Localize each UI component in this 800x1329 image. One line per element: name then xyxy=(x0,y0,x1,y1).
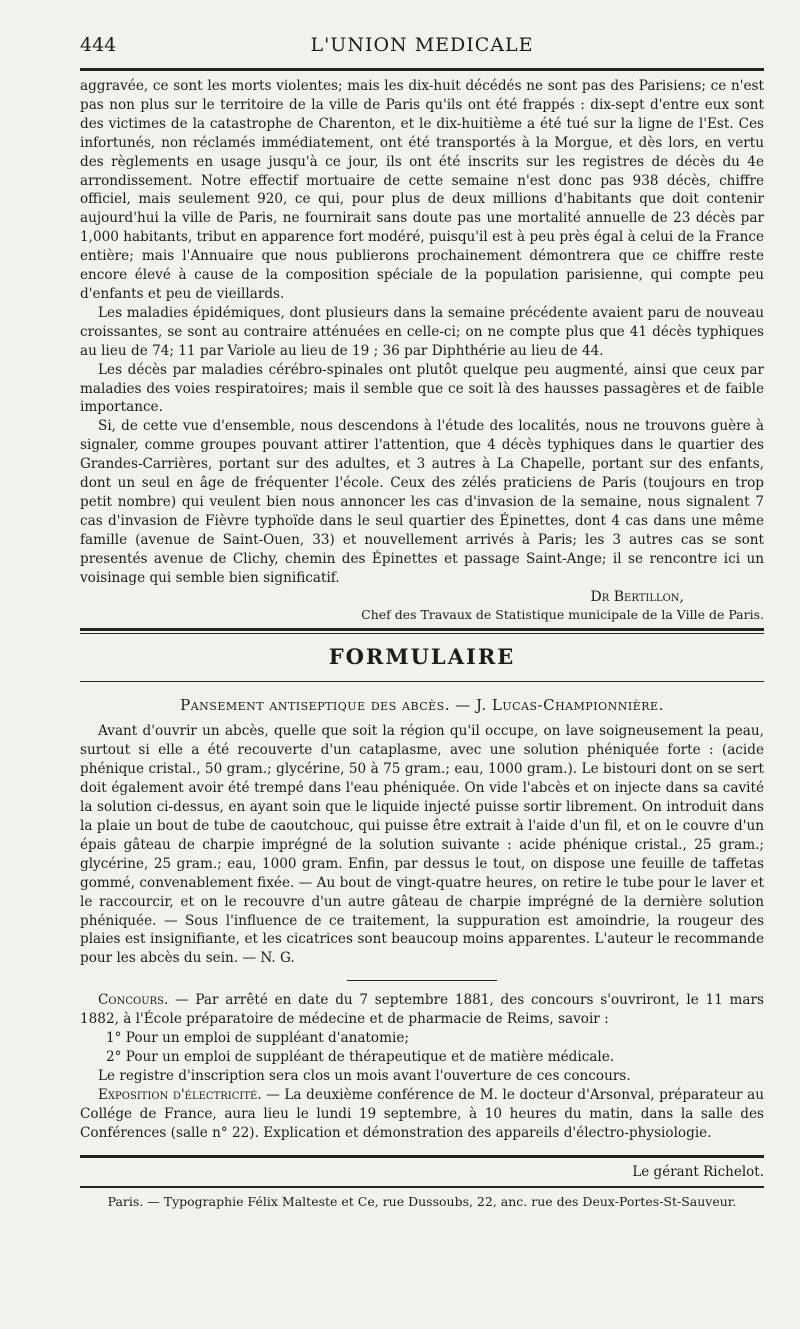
concours-item: 1° Pour un emploi de suppléant d'anatomie; xyxy=(106,1030,409,1047)
author-signature: Dr Bertillon, xyxy=(590,589,684,606)
stats-paragraph: Si, de cette vue d'ensemble, nous descendons à l'étude des localités, nous ne trouvons guère à signaler, comme groupes pouvant attirer l'attention, que 4 décès typhiques dans le quartier des Grandes-Carrières, portant sur des adultes, et 3 autres à La Chapelle, portant sur des enfants, dont un seul en âge de fréquenter l'école. Ceux des zélés praticiens de Paris (toujours en trop petit nombre) qui veulent bien nous annoncer les cas d'invasion de la semaine, nous signalent 7 cas d'invasion de Fièvre typhoïde dans le seul quartier des Épinettes, dont 4 cas dans une même famille (avenue de Saint-Ouen, 33) et nouvellement arrivés à Paris; les 3 autres cas se sont presentés avenue de Clichy, chemin des Épinettes et passage Saint-Ange; il se rencontre ici un voisinage qui semble bien significatif. xyxy=(80,418,764,586)
stats-paragraph: Les décès par maladies cérébro-spinales ont plutôt quelque peu augmenté, ainsi que ceux par maladies des voies respiratoires; mais il semble que ce soit là des hausses passagères et de faible importance. xyxy=(80,361,764,416)
formulaire-rule xyxy=(80,681,764,682)
formulaire-article-title: Pansement antiseptique des abcès. — J. Lucas-Championnière. xyxy=(180,696,664,715)
formulaire-body: Avant d'ouvrir un abcès, quelle que soit la région qu'il occupe, on lave soigneusement la peau, surtout si elle a été recouverte d'un cataplasme, avec une solution phéniquée forte : (acide phénique cristal., 50 gram.; glycérine, 50 à 75 gram.; eau, 1000 gram.). Le bistouri dont on se sert doit également avoir été trempé dans l'eau phéniquée. On vide l'abcès et on injecte dans sa cavité la solution ci-dessus, en ayant soin que le liquide injecté puisse sortir librement. On introduit dans la plaie un bout de tube de caoutchouc, qui puisse être extrait à l'aide d'un fil, et on le couvre d'un épais gâteau de charpie imprégné de la solution suivante : acide phénique cristal., 25 gram.; glycérine, 25 gram.; eau, 1000 gram. Enfin, par dessus le tout, on dispose une feuille de taffetas gommé, convenablement fixée. — Au bout de vingt-quatre heures, on retire le tube pour le laver et le raccourcir, et on le recouvre d'un autre gâteau de charpie imprégné de la dernière solution phéniquée. — Sous l'influence de ce traitement, la suppuration est amoindrie, la rougeur des plaies est insignifiante, et les cicatrices sont beaucoup moins apparentes. L'auteur le recommande pour les abcès du sein. — N. G. xyxy=(80,723,764,967)
page-number: 444 xyxy=(80,34,117,56)
exposition-notice xyxy=(80,1086,764,1143)
formulaire-heading: FORMULAIRE xyxy=(328,644,516,670)
concours-item: 2° Pour un emploi de suppléant de thérapeutique et de matière médicale. xyxy=(106,1048,615,1065)
author-title: Chef des Travaux de Statistique municipale de la Ville de Paris. xyxy=(361,607,764,623)
section-divider xyxy=(80,628,764,634)
page-header xyxy=(80,30,764,64)
concours-notice xyxy=(80,991,764,1086)
exposition-label: Exposition d'électricité. xyxy=(98,1086,262,1103)
concours-text: — Par arrêté en date du 7 septembre 1881, des concours s'ouvriront, le 11 mars 1882, à l'École préparatoire de médecine et de pharmacie de Reims, savoir : xyxy=(80,992,764,1028)
stats-paragraph: aggravée, ce sont les morts violentes; mais les dix-huit décédés ne sont pas des Parisiens; ce n'est pas non plus sur le territoire de la ville de Paris qu'ils ont été frappés : dix-sept d'entre eux sont des victimes de la catastrophe de Charenton, et le dix-huitième a été tué sur la ligne de l'Est. Ces infortunés, non réclamés immédiatement, ont été transportés à la Morgue, et dès lors, en vertu des règlements en usage jusqu'à ce jour, ils ont été inscrits sur les registres de décès du 4e arrondissement. Notre effectif mortuaire de cette semaine n'est donc pas 938 décès, chiffre officiel, mais seulement 920, ce qui, pour plus de deux millions d'habitants que doit contenir aujourd'hui la ville de Paris, ne fournirait sans doute pas une mortalité annuelle de 23 décès par 1,000 habitants, tribut en apparence fort modéré, puisqu'il est à peu près égal à celui de la France entière; mais l'Annuaire que nous publierons prochainement démontrera que ce chiffre reste encore élevé à cause de la composition spéciale de la population parisienne, qui compte peu d'enfants et peu de vieillards. xyxy=(80,78,764,302)
statistics-article xyxy=(80,77,764,622)
footer-rule xyxy=(80,1155,764,1158)
running-title: L'UNION MEDICALE xyxy=(310,34,534,56)
gerant-signature: Le gérant Richelot. xyxy=(632,1163,764,1180)
printer-imprint: Paris. — Typographie Félix Malteste et Ce, rue Dussoubs, 22, anc. rue des Deux-Portes-St-Sauveur. xyxy=(107,1193,737,1209)
concours-closing: Le registre d'inscription sera clos un mois avant l'ouverture de ces concours. xyxy=(98,1067,631,1084)
exposition-text: — La deuxième conférence de M. le docteur d'Arsonval, préparateur au Collége de France, aura lieu le lundi 19 septembre, à 10 heures du matin, dans la salle des Conférences (salle n° 22). Explication et démonstration des appareils d'électro-physiologie. xyxy=(80,1086,764,1141)
short-divider xyxy=(347,980,497,981)
stats-paragraph: Les maladies épidémiques, dont plusieurs dans la semaine précédente avaient paru de nouveau croissantes, se sont au contraire atténuées en celle-ci; on ne compte plus que 41 décès typhiques au lieu de 74; 11 par Variole au lieu de 19 ; 36 par Diphthérie au lieu de 44. xyxy=(80,304,764,359)
imprint-rule xyxy=(80,1186,764,1188)
concours-label: Concours. xyxy=(98,992,169,1009)
header-rule xyxy=(80,68,764,71)
